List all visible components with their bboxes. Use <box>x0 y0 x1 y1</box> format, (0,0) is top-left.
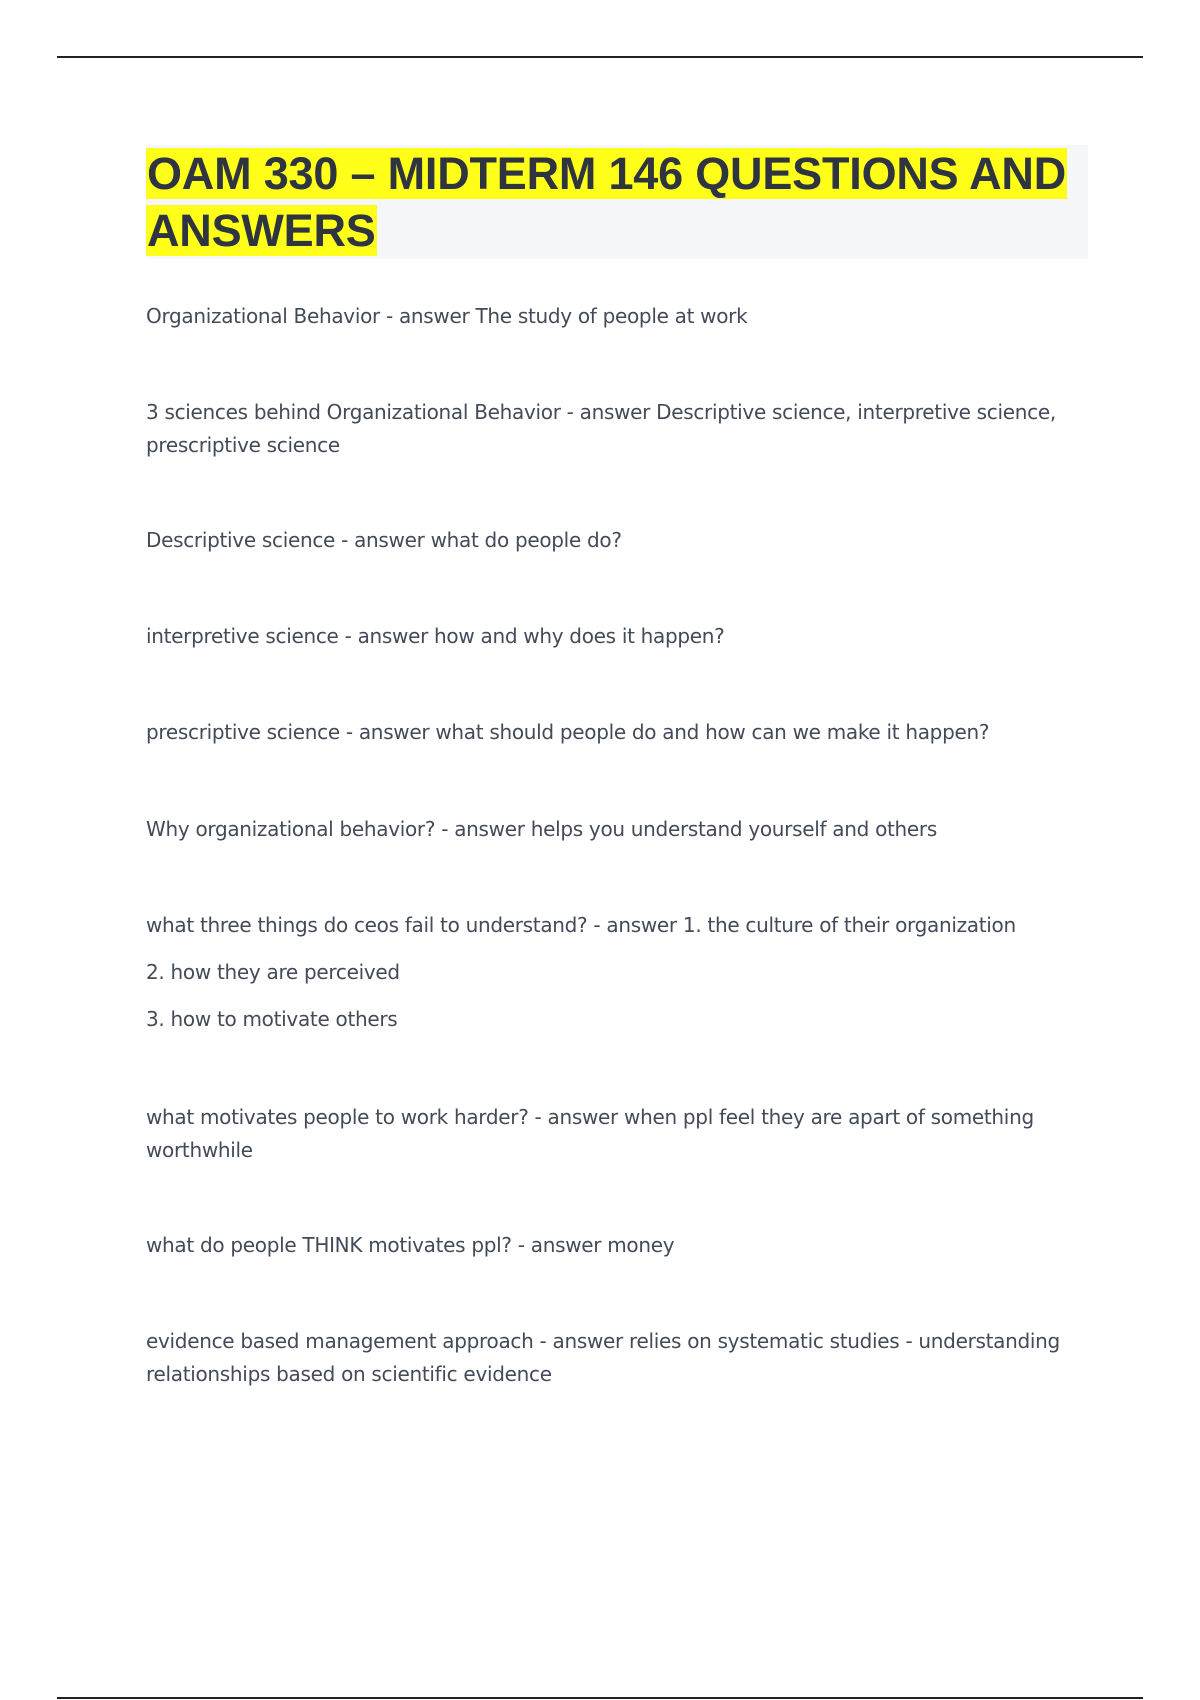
qa-text: Descriptive science - answer what do people do? <box>146 528 622 552</box>
top-rule <box>57 56 1143 58</box>
qa-text: 3 sciences behind Organizational Behavior - answer Descriptive science, interpretive science, prescriptive science <box>146 400 1056 457</box>
qa-entry <box>146 396 1076 462</box>
bottom-rule <box>57 1697 1143 1699</box>
title-highlight: OAM 330 – MIDTERM 146 QUESTIONS AND ANSWERS <box>147 148 1067 256</box>
qa-entry <box>146 620 725 653</box>
qa-entry <box>146 909 1076 1036</box>
qa-entry <box>146 1101 1076 1167</box>
qa-entry <box>146 1229 1076 1262</box>
qa-text: Why organizational behavior? - answer helps you understand yourself and others <box>146 817 937 841</box>
qa-text: interpretive science - answer how and why does it happen? <box>146 624 725 648</box>
qa-entry <box>146 300 747 333</box>
qa-text: what motivates people to work harder? - answer when ppl feel they are apart of something worthwhile <box>146 1105 1034 1162</box>
qa-text: Organizational Behavior - answer The study of people at work <box>146 304 748 328</box>
qa-entry <box>146 524 622 557</box>
qa-text: prescriptive science - answer what should people do and how can we make it happen? <box>146 720 990 744</box>
title-block <box>146 145 1088 259</box>
qa-entry <box>146 1325 1076 1391</box>
qa-entry <box>146 813 1076 846</box>
qa-text: what do people THINK motivates ppl? - answer money <box>146 1233 675 1257</box>
qa-sub-item: 3. how to motivate others <box>146 1007 398 1031</box>
qa-entry <box>146 716 1076 749</box>
document-title <box>146 145 1088 259</box>
qa-text: what three things do ceos fail to understand? - answer 1. the culture of their organization <box>146 913 1016 937</box>
qa-text: evidence based management approach - answer relies on systematic studies - understanding relationships based on scientific evidence <box>146 1329 1060 1386</box>
qa-sub-item: 2. how they are perceived <box>146 960 400 984</box>
